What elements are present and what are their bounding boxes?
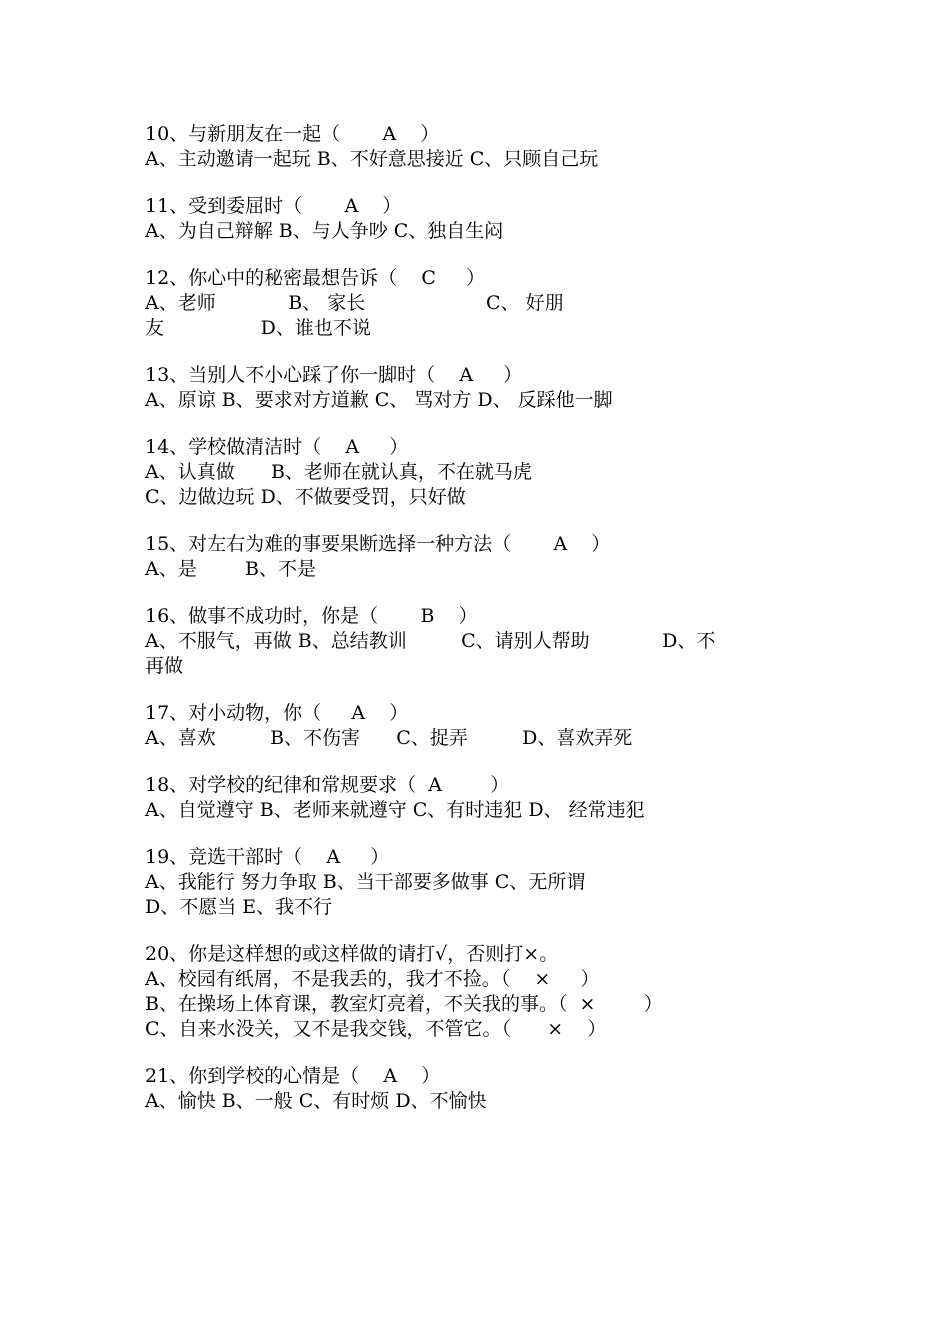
question-10 — [145, 122, 825, 172]
question-options: A、不服气，再做 B、总结教训 C、请别人帮助 D、不 — [145, 630, 716, 652]
question-options: A、老师 B、 家长 C、 好朋 — [145, 292, 564, 314]
question-options-continued: D、不愿当 E、我不行 — [145, 896, 333, 918]
question-18 — [145, 773, 825, 823]
statement-b: B、在操场上体育课，教室灯亮着，不关我的事。（ × ） — [145, 993, 663, 1015]
question-options: A、为自己辩解 B、与人争吵 C、独自生闷 — [145, 220, 504, 242]
question-options: A、自觉遵守 B、老师来就遵守 C、有时违犯 D、 经常违犯 — [145, 799, 645, 821]
questionnaire-page — [145, 122, 825, 1136]
statement-a: A、校园有纸屑，不是我丢的，我才不捡。（ × ） — [145, 968, 600, 990]
question-20 — [145, 942, 825, 1042]
question-options-continued: 友 D、谁也不说 — [145, 317, 371, 339]
question-options: A、喜欢 B、不伤害 C、捉弄 D、喜欢弄死 — [145, 727, 633, 749]
question-text: 16、做事不成功时，你是（ B ） — [145, 605, 478, 627]
question-text: 19、竞选干部时（ A ） — [145, 846, 390, 868]
question-options: A、我能行 努力争取 B、当干部要多做事 C、无所谓 — [145, 871, 586, 893]
question-21 — [145, 1064, 825, 1114]
question-options-continued: C、边做边玩 D、不做要受罚，只好做 — [145, 486, 466, 508]
question-text: 18、对学校的纪律和常规要求（ A ） — [145, 774, 510, 796]
question-options: A、认真做 B、老师在就认真，不在就马虎 — [145, 461, 532, 483]
statement-c: C、自来水没关，又不是我交钱，不管它。（ × ） — [145, 1018, 607, 1040]
question-options-continued: 再做 — [145, 655, 184, 677]
question-text: 20、你是这样想的或这样做的请打√，否则打×。 — [145, 943, 559, 965]
question-options: A、主动邀请一起玩 B、不好意思接近 C、只顾自己玩 — [145, 148, 599, 170]
question-options: A、愉快 B、一般 C、有时烦 D、不愉快 — [145, 1090, 487, 1112]
question-15 — [145, 532, 825, 582]
question-text: 17、对小动物，你（ A ） — [145, 702, 409, 724]
question-text: 21、你到学校的心情是（ A ） — [145, 1065, 441, 1087]
question-text: 10、与新朋友在一起（ A ） — [145, 123, 440, 145]
question-text: 12、你心中的秘密最想告诉（ C ） — [145, 267, 486, 289]
question-text: 13、当别人不小心踩了你一脚时（ A ） — [145, 364, 523, 386]
question-19 — [145, 845, 825, 920]
question-text: 11、受到委屈时（ A ） — [145, 195, 402, 217]
question-options: A、原谅 B、要求对方道歉 C、 骂对方 D、 反踩他一脚 — [145, 389, 613, 411]
question-13 — [145, 363, 825, 413]
question-11 — [145, 194, 825, 244]
question-16 — [145, 604, 825, 679]
question-12 — [145, 266, 825, 341]
question-text: 14、学校做清洁时（ A ） — [145, 436, 409, 458]
question-text: 15、对左右为难的事要果断选择一种方法（ A ） — [145, 533, 611, 555]
question-options: A、是 B、不是 — [145, 558, 317, 580]
question-14 — [145, 435, 825, 510]
question-17 — [145, 701, 825, 751]
